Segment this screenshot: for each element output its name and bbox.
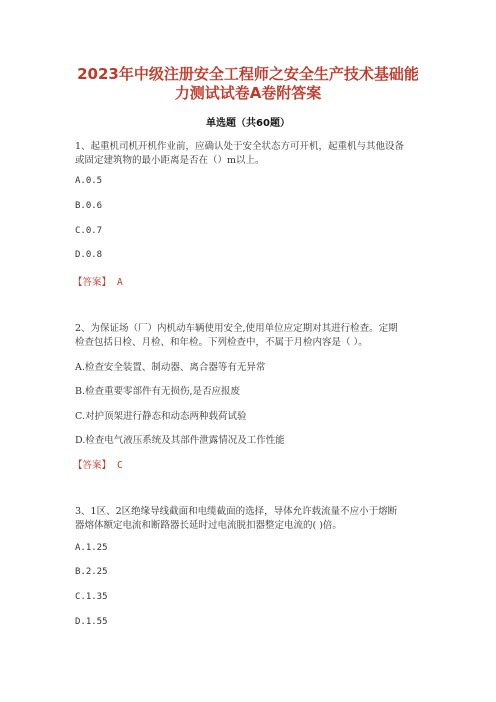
question-3-option-b: B.2.25 — [75, 567, 108, 577]
document-title-line-2: 力测试试卷A卷附答案 — [174, 84, 322, 102]
question-3-stem-line-1: 3、1区、2区绝缘导线截面和电缆截面的选择，导体允许载流量不应小于熔断 — [75, 506, 398, 517]
question-1-answer — [73, 274, 123, 288]
question-3-stem-line-2: 器熔体额定电流和断路器长延时过电流脱扣器整定电流的( )倍。 — [75, 520, 342, 531]
question-1-stem-line-2: 或固定建筑物的最小距离是否在（）m以上。 — [75, 155, 265, 166]
question-1-stem-line-1: 1、起重机司机开机作业前，应确认处于安全状态方可开机，起重机与其他设备 — [75, 141, 405, 152]
question-2-stem-line-2: 检查包括日检、月检、和年检。下列检查中，不属于月检内容是（ ）。 — [75, 337, 368, 348]
question-1-option-a: A.0.5 — [75, 176, 103, 186]
answer-label: 【答案】 — [73, 460, 112, 471]
question-2-option-a: A.检查安全装置、制动器、离合器等有无异常 — [75, 362, 266, 373]
question-2-option-b: B.检查重要零部件有无损伤,是否应报废 — [75, 386, 241, 397]
question-3-option-a: A.1.25 — [75, 543, 108, 553]
answer-label: 【答案】 — [73, 277, 112, 288]
answer-value: A — [117, 277, 123, 288]
question-1-option-c: C.0.7 — [75, 226, 103, 236]
question-2-answer — [73, 457, 123, 471]
question-3-option-c: C.1.35 — [75, 592, 108, 602]
question-1-option-d: D.0.8 — [75, 250, 103, 260]
answer-value: C — [117, 460, 123, 471]
question-2-option-d: D.检查电气液压系统及其部件泄露情况及工作性能 — [75, 435, 285, 446]
question-1-option-b: B.0.6 — [75, 201, 103, 211]
question-2-option-c: C.对护顶架进行静态和动态两种载荷试验 — [75, 411, 247, 422]
question-2-stem-line-1: 2、为保证场（厂）内机动车辆使用安全,使用单位应定期对其进行检查。定期 — [75, 323, 398, 334]
document-title-line-1: 2023年中级注册安全工程师之安全生产技术基础能 — [77, 65, 419, 83]
section-heading: 单选题（共60题） — [206, 118, 290, 129]
question-3-option-d: D.1.55 — [75, 617, 108, 627]
